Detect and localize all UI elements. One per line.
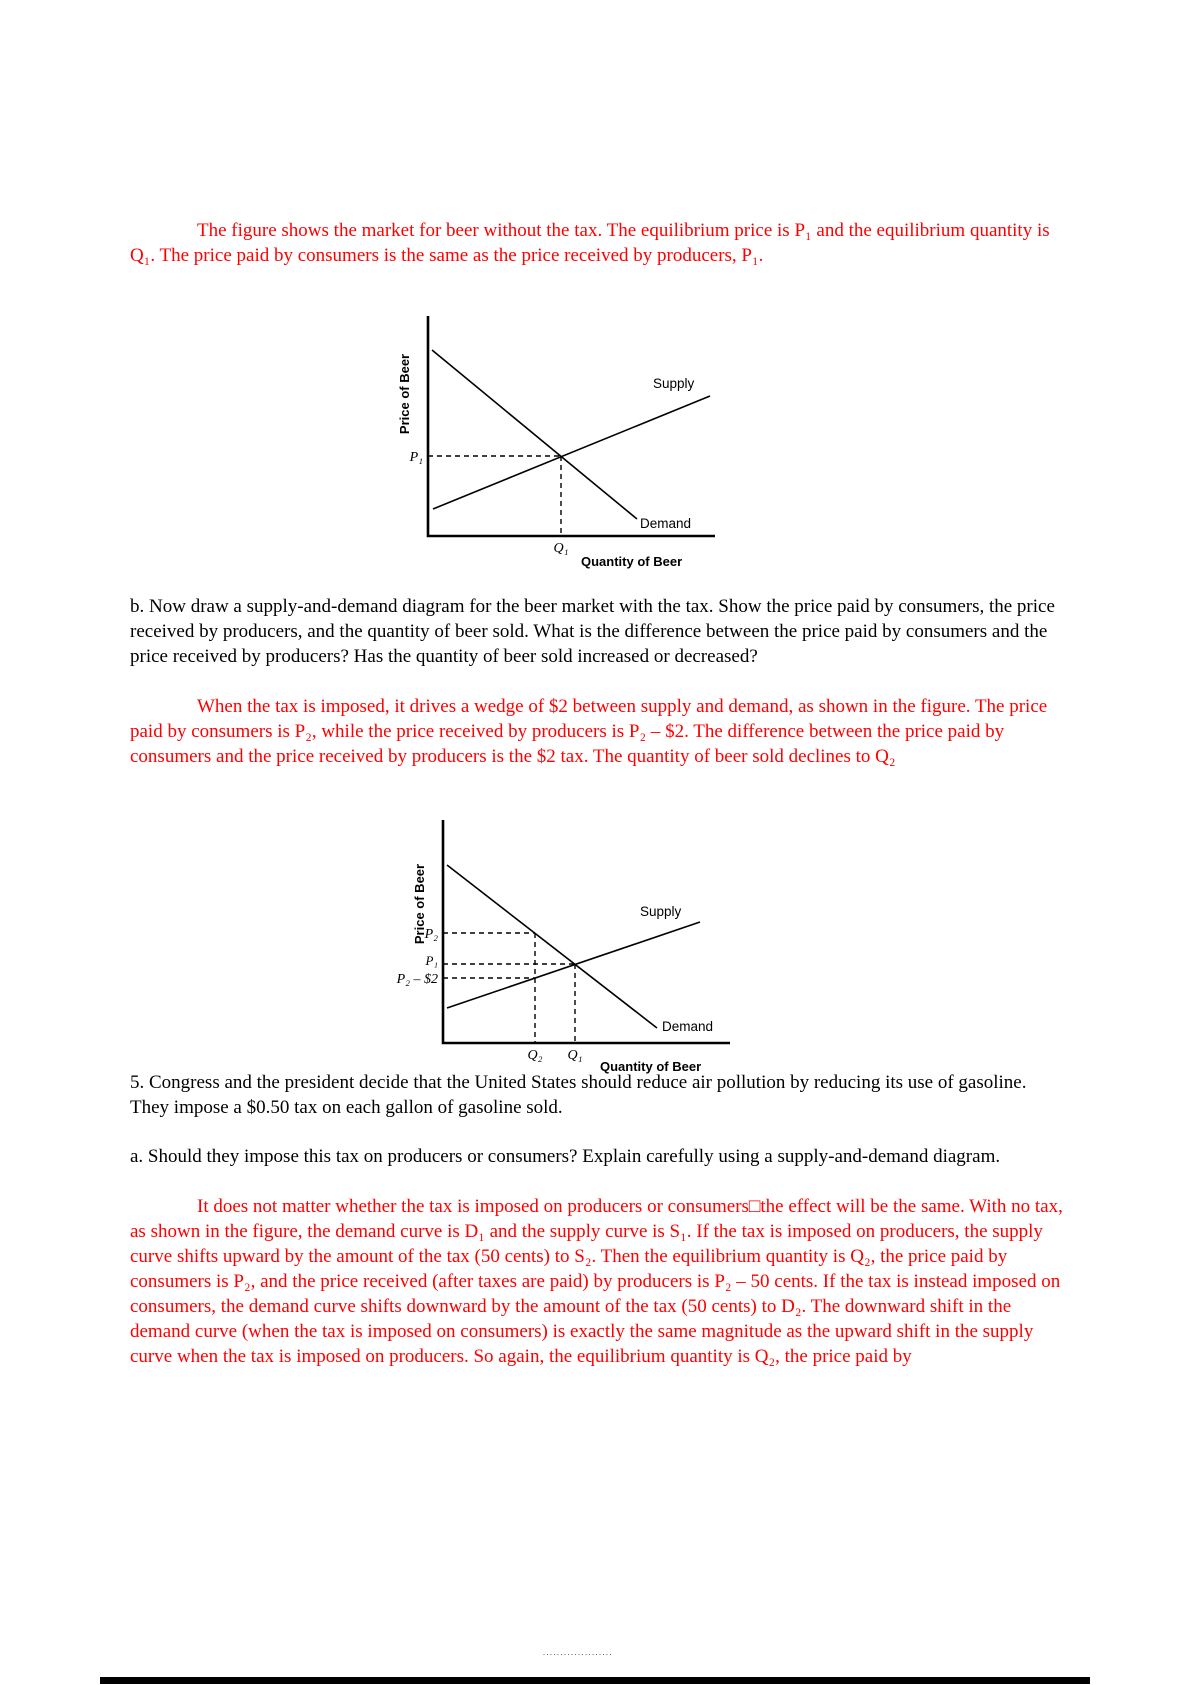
fig1-p1-label: P₁	[409, 450, 423, 465]
fig2-supply-curve	[447, 922, 700, 1008]
cutoff-image-edge	[100, 1677, 1090, 1684]
figure-beer-market-no-tax	[385, 308, 725, 576]
paragraph-question-5a: a. Should they impose this tax on producers or consumers? Explain carefully using a supply-and-demand diagram.	[130, 1146, 1001, 1167]
figure-beer-market-with-tax	[378, 812, 738, 1080]
fig1-x-axis-label: Quantity of Beer	[581, 554, 683, 569]
fig2-y-axis-label: Price of Beer	[412, 863, 427, 945]
paragraph-answer-intro: The figure shows the market for beer without the tax. The equilibrium price is P₁ and the equilibrium quantity is Q₁. The price paid by consumers is the same as the price received by producers, P₁.	[130, 220, 1050, 266]
paragraph-question-b: b. Now draw a supply-and-demand diagram for the beer market with the tax. Show the price paid by consumers, the price received by producers, and the quantity of beer sold. What is the difference between the price paid by consumers and the price received by producers? Has the quantity of beer sold increased or decreased?	[130, 596, 1055, 667]
fig2-axes	[443, 820, 730, 1043]
fig2-p1-label: P₁	[425, 953, 438, 968]
fig1-axes	[428, 316, 715, 536]
fig2-q1-label: Q₁	[567, 1048, 583, 1063]
fig1-demand-label: Demand	[640, 516, 692, 531]
fig1-y-axis-label: Price of Beer	[397, 353, 412, 435]
fig1-supply-curve	[433, 396, 710, 509]
footer-fragment: ....................	[543, 1648, 613, 1657]
fig1-canvas	[385, 308, 725, 576]
fig2-x-axis-label: Quantity of Beer	[600, 1059, 702, 1074]
fig2-demand-label: Demand	[662, 1019, 714, 1034]
fig1-demand-curve	[432, 350, 637, 519]
fig2-p2-minus-tax-label: P₂ – $2	[396, 972, 438, 987]
fig2-p2-label: P₂	[424, 927, 438, 942]
fig2-supply-label: Supply	[640, 904, 682, 919]
fig1-supply-label: Supply	[653, 376, 695, 391]
fig2-canvas	[378, 812, 738, 1080]
paragraph-question-5: 5. Congress and the president decide that the United States should reduce air pollution by reducing its use of gasoline. They impose a $0.50 tax on each gallon of gasoline sold.	[130, 1072, 1027, 1118]
paragraph-answer-5a: It does not matter whether the tax is imposed on producers or consumers□the effect will be the same. With no tax, as shown in the figure, the demand curve is D₁ and the supply curve is S₁. If the tax is imposed on producers, the supply curve shifts upward by the amount of the tax (50 cents) to S₂. Then the equilibrium quantity is Q₂, the price paid by consumers is P₂, and the price received (after taxes are paid) by producers is P₂ – 50 cents. If the tax is instead imposed on consumers, the demand curve shifts downward by the amount of the tax (50 cents) to D₂. The downward shift in the demand curve (when the tax is imposed on consumers) is exactly the same magnitude as the upward shift in the supply curve when the tax is imposed on producers. So again, the equilibrium quantity is Q₂, the price paid by	[130, 1196, 1063, 1367]
fig2-q2-label: Q₂	[527, 1048, 543, 1063]
paragraph-answer-b: When the tax is imposed, it drives a wedge of $2 between supply and demand, as shown in the figure. The price paid by consumers is P₂, while the price received by producers is P₂ – $2. The difference between the price paid by consumers and the price received by producers is the $2 tax. The quantity of beer sold declines to Q₂	[130, 696, 1048, 767]
fig1-q1-label: Q₁	[553, 541, 569, 556]
